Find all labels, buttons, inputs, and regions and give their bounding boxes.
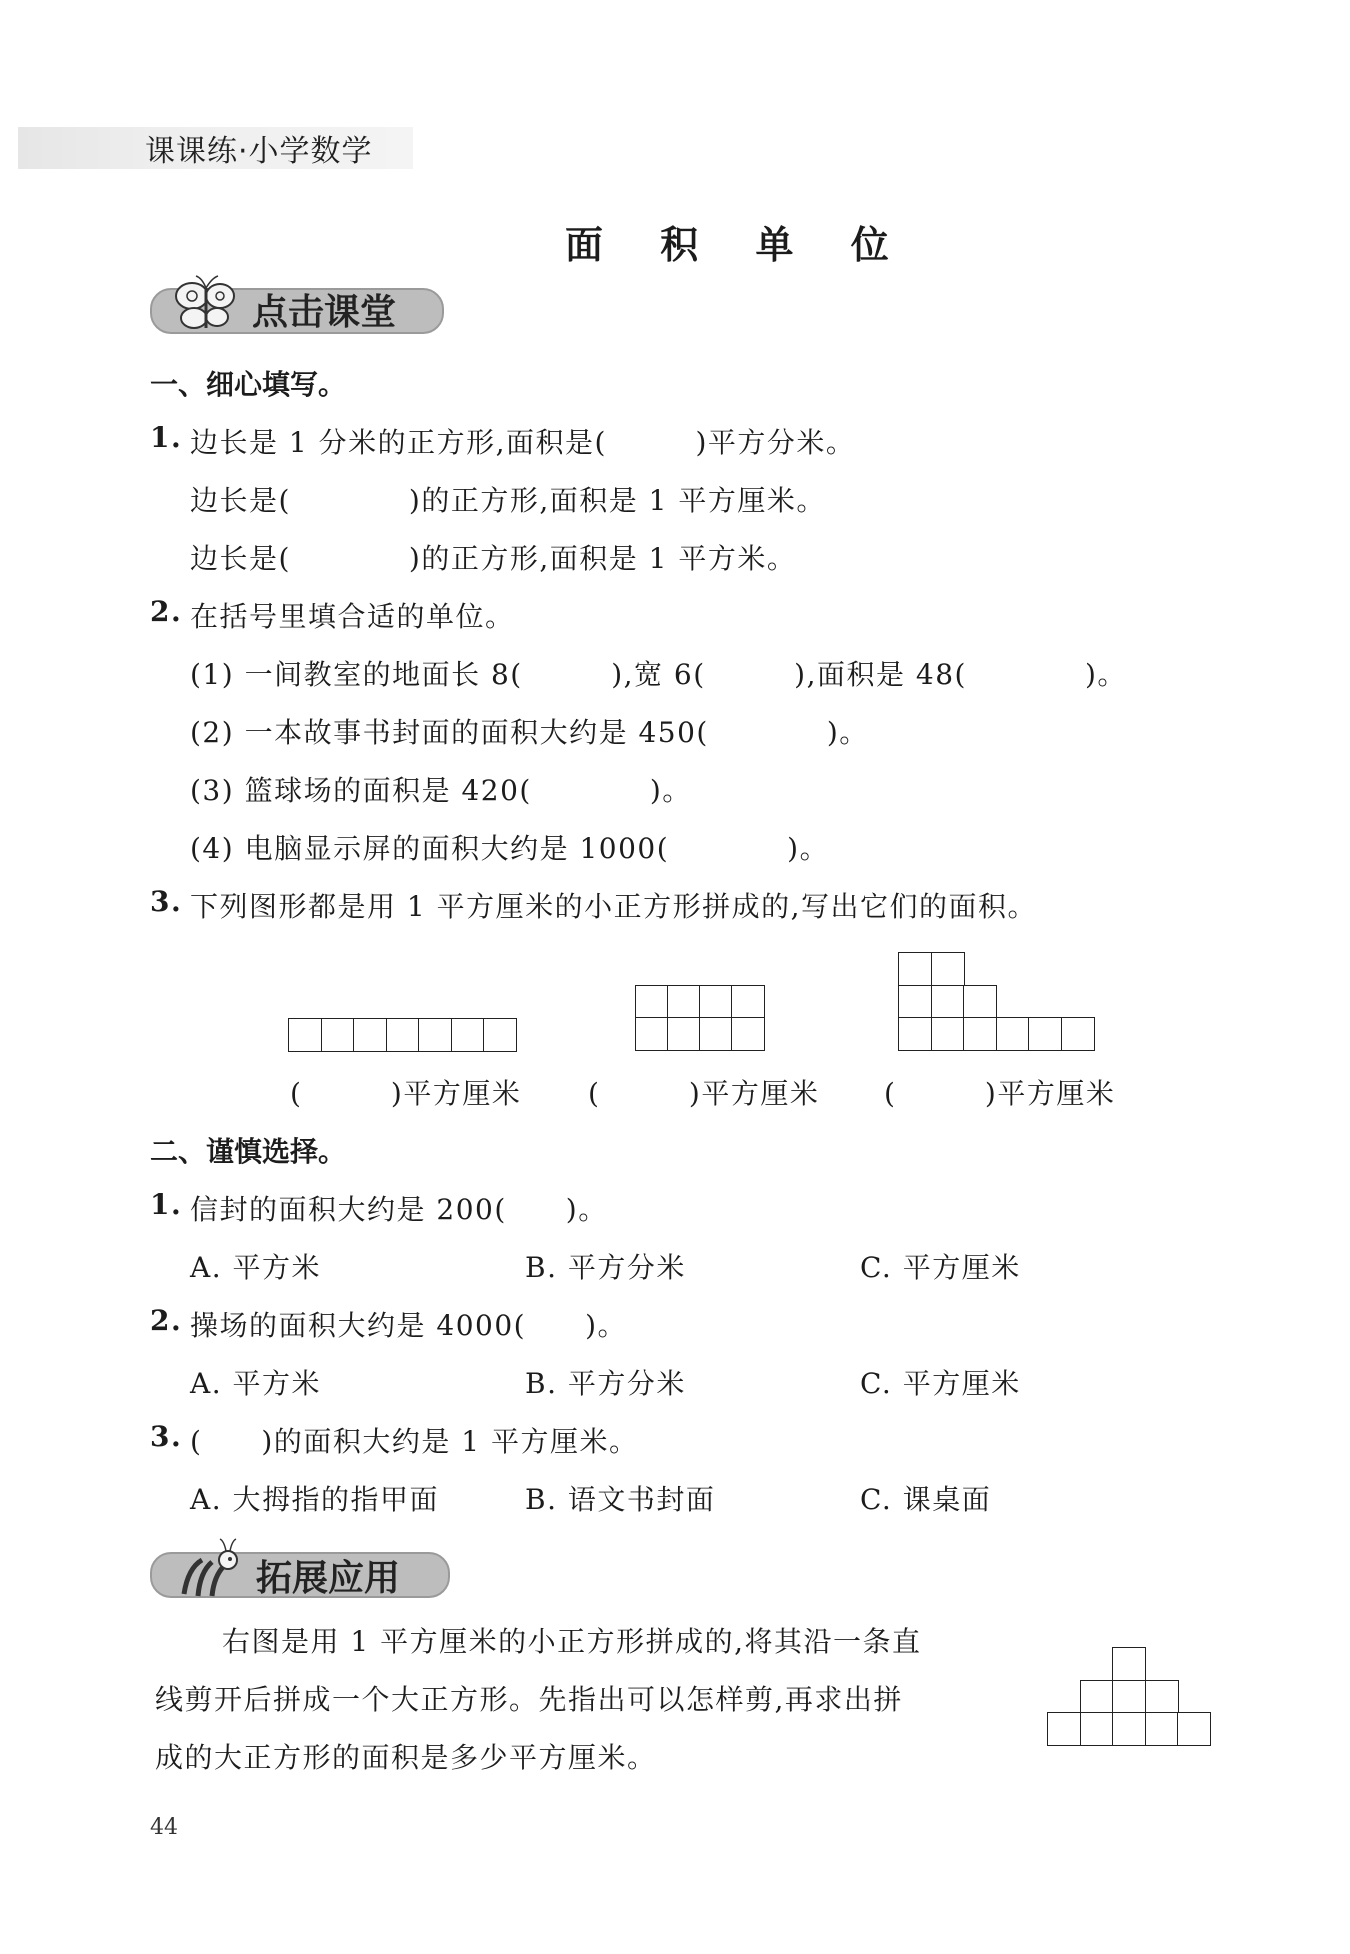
unit-square (418, 1018, 452, 1052)
section-title-extend: 拓展应用 (256, 1558, 401, 1599)
choice1-option-c: C. 平方厘米 (860, 1251, 1021, 1284)
unit-square (386, 1018, 420, 1052)
choice2-stem: 操场的面积大约是 4000( )。 (190, 1309, 628, 1342)
part2-heading: 二、谨慎选择。 (150, 1135, 347, 1168)
unit-square (1145, 1712, 1179, 1746)
section-title-class: 点击课堂 (252, 292, 397, 333)
choice2-number: 2. (150, 1304, 183, 1337)
choice3-option-c: C. 课桌面 (860, 1483, 992, 1516)
q1-line3: 边长是( )的正方形,面积是 1 平方米。 (190, 542, 797, 575)
choice3-number: 3. (150, 1420, 183, 1453)
q2-item-3: (3) 篮球场的面积是 420( )。 (190, 774, 692, 807)
q3-caption-1: ( )平方厘米 (290, 1077, 522, 1110)
unit-square (635, 985, 669, 1019)
choice2-option-b: B. 平方分米 (525, 1367, 686, 1400)
q1-line2: 边长是( )的正方形,面积是 1 平方厘米。 (190, 484, 826, 517)
unit-square (353, 1018, 387, 1052)
unit-square (451, 1018, 485, 1052)
butterfly-icon (172, 276, 242, 336)
unit-square (963, 1017, 997, 1051)
unit-square (1112, 1712, 1146, 1746)
q3-caption-2: ( )平方厘米 (588, 1077, 820, 1110)
choice1-stem: 信封的面积大约是 200( )。 (190, 1193, 608, 1226)
q2-stem: 在括号里填合适的单位。 (190, 600, 515, 633)
choice3-option-a: A. 大拇指的指甲面 (190, 1483, 440, 1516)
page-title: 面 积 单 位 (565, 223, 911, 267)
book-header: 课课练·小学数学 (145, 134, 373, 169)
q2-item-1: (1) 一间教室的地面长 8( ),宽 6( ),面积是 48( )。 (190, 658, 1127, 691)
unit-square (931, 952, 965, 986)
unit-square (1112, 1680, 1146, 1714)
unit-square (288, 1018, 322, 1052)
unit-square (667, 985, 701, 1019)
unit-square (699, 1017, 733, 1051)
extend-line-1: 右图是用 1 平方厘米的小正方形拼成的,将其沿一条直 (222, 1625, 922, 1658)
choice1-option-b: B. 平方分米 (525, 1251, 686, 1284)
unit-square (699, 985, 733, 1019)
unit-square (1112, 1647, 1146, 1681)
unit-square (1047, 1712, 1081, 1746)
q2-item-2: (2) 一本故事书封面的面积大约是 450( )。 (190, 716, 869, 749)
unit-square (1028, 1017, 1062, 1051)
choice1-number: 1. (150, 1188, 183, 1221)
bee-icon (180, 1538, 250, 1600)
extend-line-3: 成的大正方形的面积是多少平方厘米。 (155, 1741, 657, 1774)
unit-square (667, 1017, 701, 1051)
unit-square (635, 1017, 669, 1051)
unit-square (731, 985, 765, 1019)
choice2-option-c: C. 平方厘米 (860, 1367, 1021, 1400)
choice3-stem: ( )的面积大约是 1 平方厘米。 (190, 1425, 639, 1458)
page-number: 44 (150, 1815, 178, 1840)
unit-square (898, 1017, 932, 1051)
q2-item-4: (4) 电脑显示屏的面积大约是 1000( )。 (190, 832, 830, 865)
unit-square (898, 985, 932, 1019)
unit-square (1177, 1712, 1211, 1746)
q2-number: 2. (150, 595, 183, 628)
unit-square (898, 952, 932, 986)
q3-number: 3. (150, 885, 183, 918)
unit-square (931, 1017, 965, 1051)
part1-heading: 一、细心填写。 (150, 368, 347, 401)
unit-square (963, 985, 997, 1019)
choice1-option-a: A. 平方米 (190, 1251, 322, 1284)
unit-square (321, 1018, 355, 1052)
unit-square (931, 985, 965, 1019)
unit-square (996, 1017, 1030, 1051)
unit-square (483, 1018, 517, 1052)
choice2-option-a: A. 平方米 (190, 1367, 322, 1400)
unit-square (731, 1017, 765, 1051)
choice3-option-b: B. 语文书封面 (525, 1483, 716, 1516)
extend-line-2: 线剪开后拼成一个大正方形。先指出可以怎样剪,再求出拼 (155, 1683, 903, 1716)
unit-square (1061, 1017, 1095, 1051)
unit-square (1080, 1680, 1114, 1714)
q3-stem: 下列图形都是用 1 平方厘米的小正方形拼成的,写出它们的面积。 (190, 890, 1038, 923)
q1-number: 1. (150, 421, 183, 454)
unit-square (1080, 1712, 1114, 1746)
unit-square (1145, 1680, 1179, 1714)
q1-line1: 边长是 1 分米的正方形,面积是( )平方分米。 (190, 426, 856, 459)
q3-caption-3: ( )平方厘米 (884, 1077, 1116, 1110)
